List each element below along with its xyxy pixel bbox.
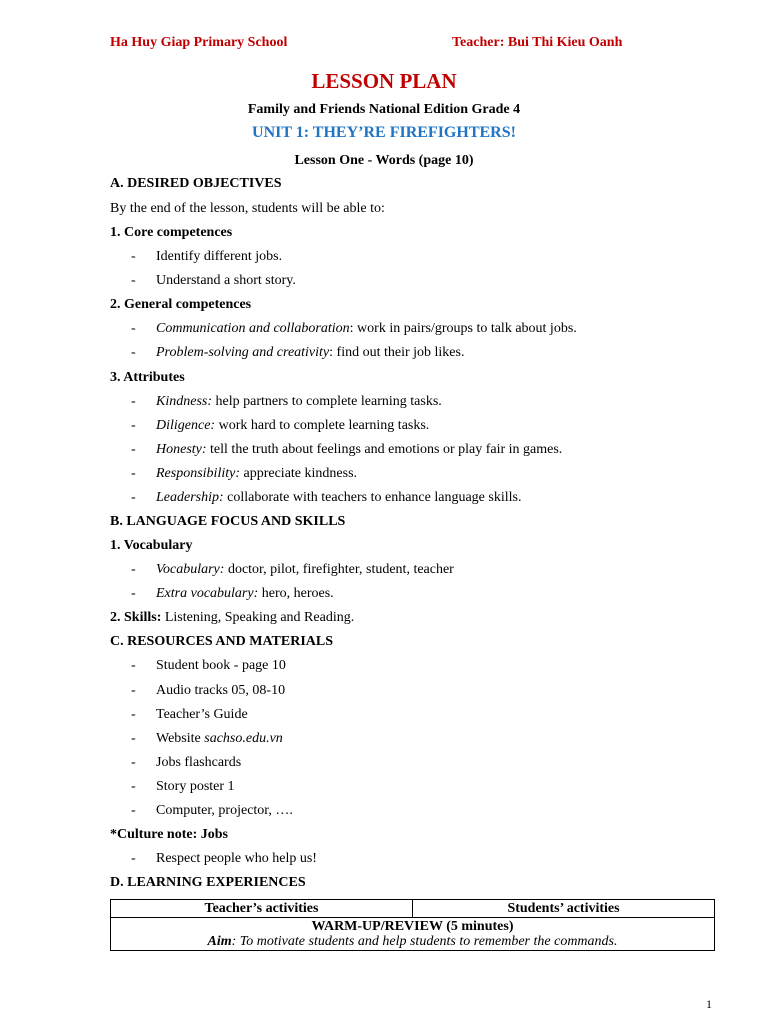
list-item: - Identify different jobs. (131, 249, 283, 264)
list-item: - Kindness: help partners to complete learning tasks. (131, 394, 442, 409)
stage-cell (111, 918, 715, 951)
culture-note-heading: *Culture note: Jobs (110, 827, 228, 842)
list-item: - Story poster 1 (131, 779, 235, 794)
activities-table (110, 899, 715, 951)
website-link: sachso.edu.vn (204, 731, 283, 746)
section-c-heading: C. RESOURCES AND MATERIALS (110, 634, 334, 649)
section-a-heading: A. DESIRED OBJECTIVES (110, 176, 282, 191)
aim-text: Aim: To motivate students and help students to remember the commands. (207, 934, 618, 949)
list-item: - Jobs flashcards (131, 755, 242, 770)
list-item: - Leadership: collaborate with teachers to enhance language skills. (131, 490, 522, 505)
vocabulary-heading: 1. Vocabulary (110, 538, 193, 553)
list-item: - Understand a short story. (131, 273, 296, 288)
page-number: 1 (706, 997, 712, 1011)
lesson-title: Lesson One - Words (page 10) (294, 153, 474, 168)
list-item: - Honesty: tell the truth about feelings and emotions or play fair in games. (131, 442, 563, 457)
school-name: Ha Huy Giap Primary School (110, 35, 288, 50)
list-item: - Vocabulary: doctor, pilot, firefighter, student, teacher (131, 562, 454, 577)
attributes-heading: 3. Attributes (110, 370, 185, 385)
table-row (111, 900, 715, 918)
teacher-name: Teacher: Bui Thi Kieu Oanh (452, 35, 623, 50)
section-b-heading: B. LANGUAGE FOCUS AND SKILLS (110, 514, 346, 529)
list-item: - Respect people who help us! (131, 851, 317, 866)
list-item: - Audio tracks 05, 08-10 (131, 683, 286, 698)
list-item: - Responsibility: appreciate kindness. (131, 466, 358, 481)
list-item: - Computer, projector, …. (131, 803, 293, 818)
general-competences-heading: 2. General competences (110, 297, 252, 312)
list-item: - Diligence: work hard to complete learning tasks. (131, 418, 430, 433)
core-competences-heading: 1. Core competences (110, 225, 233, 240)
objectives-intro: By the end of the lesson, students will be able to: (110, 201, 385, 216)
section-d-heading: D. LEARNING EXPERIENCES (110, 875, 306, 890)
list-item: - Teacher’s Guide (131, 707, 248, 722)
list-item: - Communication and collaboration: work in pairs/groups to talk about jobs. (131, 321, 577, 336)
skills-line: 2. Skills: Listening, Speaking and Reading. (110, 610, 355, 625)
table-header-teacher: Teacher’s activities (111, 900, 413, 918)
table-row (111, 918, 715, 951)
list-item: - Website sachso.edu.vn (131, 731, 283, 746)
list-item: - Student book - page 10 (131, 658, 286, 673)
table-header-students: Students’ activities (413, 900, 715, 918)
list-item: - Problem-solving and creativity: find out their job likes. (131, 345, 465, 360)
course-subtitle: Family and Friends National Edition Grade 4 (247, 102, 521, 117)
stage-title: WARM-UP/REVIEW (5 minutes) (311, 919, 514, 934)
unit-title: UNIT 1: THEY’RE FIREFIGHTERS! (252, 124, 516, 141)
page-title: LESSON PLAN (311, 69, 457, 93)
list-item: - Extra vocabulary: hero, heroes. (131, 586, 334, 601)
